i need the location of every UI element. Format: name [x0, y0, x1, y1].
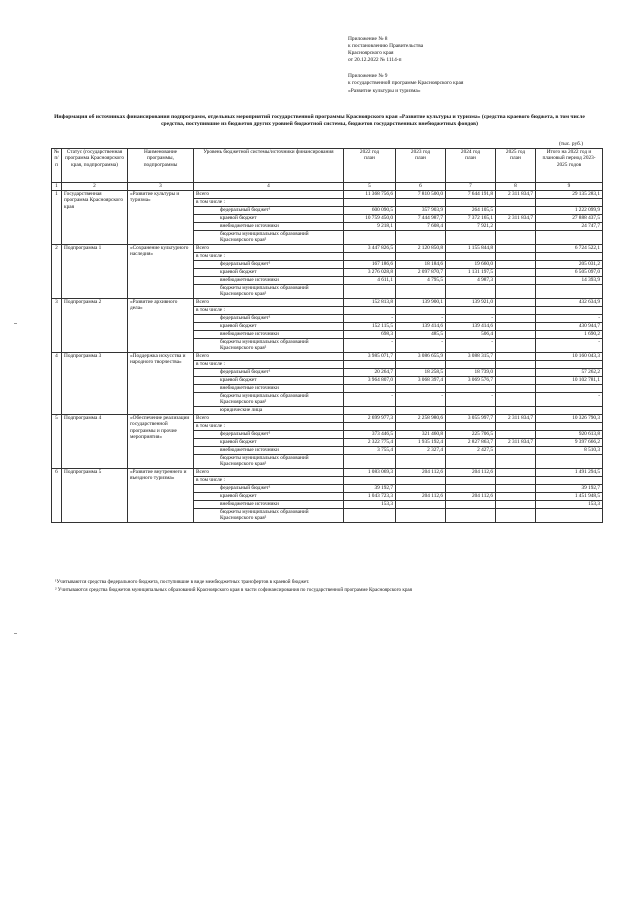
row-number: 2: [52, 245, 62, 299]
header-line: к постановлению Правительства: [348, 43, 424, 50]
amount-cell: [496, 407, 536, 415]
amount-cell: [396, 199, 446, 207]
funding-source-label: в том числе :: [194, 253, 344, 261]
amount-cell: -: [446, 339, 496, 353]
amount-cell: 7 372 165,1: [446, 215, 496, 223]
table-row: [52, 353, 603, 361]
amount-cell: [536, 361, 603, 369]
amount-cell: 2 097 870,7: [396, 269, 446, 277]
amount-cell: 3 086 655,9: [396, 353, 446, 361]
unit-label: (тыс. руб.): [559, 141, 583, 147]
amount-cell: [496, 393, 536, 407]
amount-cell: [496, 493, 536, 501]
amount-cell: -: [396, 339, 446, 353]
col-index: 7: [446, 183, 496, 191]
amount-cell: 153,3: [344, 501, 396, 509]
amount-cell: [496, 245, 536, 253]
amount-cell: [396, 385, 446, 393]
funding-source-label: бюджеты муниципальных образований Красноярского края²: [194, 455, 344, 469]
funding-source-label: внебюджетные источники: [194, 447, 344, 455]
table-row: [52, 469, 603, 477]
col-index: 4: [194, 183, 344, 191]
amount-cell: [536, 285, 603, 299]
amount-cell: -: [446, 315, 496, 323]
amount-cell: 3 069 576,7: [446, 377, 496, 385]
amount-cell: 204 112,6: [446, 469, 496, 477]
amount-cell: 29 135 283,1: [536, 191, 603, 199]
amount-cell: [344, 423, 396, 431]
row-number: 1: [52, 191, 62, 245]
footnote-2: ² Учитываются средства бюджетов муниципальных образований Красноярского края в части софинансирования по государственной программе Красноярского края: [55, 587, 412, 593]
amount-cell: 152 813,8: [344, 299, 396, 307]
funding-source-label: бюджеты муниципальных образований Красноярского края²: [194, 393, 344, 407]
amount-cell: [536, 307, 603, 315]
amount-cell: 2 699 977,3: [344, 415, 396, 423]
header-line: Красноярского края: [348, 50, 394, 57]
amount-cell: [496, 315, 536, 323]
col-header-status: Статус (государственная программа Красноярского края, подпрограмма): [62, 149, 128, 183]
amount-cell: 321 460,8: [396, 431, 446, 439]
col-header-level: Уровень бюджетной системы/источники финансирования: [194, 149, 344, 183]
amount-cell: 139 414,6: [446, 323, 496, 331]
funding-source-label: в том числе :: [194, 361, 344, 369]
funding-source-label: краевой бюджет: [194, 493, 344, 501]
amount-cell: 6 724 522,1: [536, 245, 603, 253]
col-index: 8: [496, 183, 536, 191]
amount-cell: 2 120 850,8: [396, 245, 446, 253]
row-status: Подпрограмма 2: [62, 299, 128, 353]
financing-table: [51, 148, 603, 523]
year-label: 2022 год: [359, 149, 380, 155]
amount-cell: -: [396, 315, 446, 323]
funding-source-label: бюджеты муниципальных образований Красноярского края²: [194, 509, 344, 523]
header-line: «Развитие культуры и туризма»: [348, 87, 421, 94]
amount-cell: 1 155 844,8: [446, 245, 496, 253]
funding-source-label: федеральный бюджет¹: [194, 207, 344, 215]
amount-cell: -: [344, 393, 396, 407]
amount-cell: [396, 501, 446, 509]
amount-cell: [344, 509, 396, 523]
amount-cell: [344, 231, 396, 245]
amount-cell: 7 810 500,0: [396, 191, 446, 199]
funding-source-label: в том числе :: [194, 307, 344, 315]
amount-cell: 57 262,2: [536, 369, 603, 377]
amount-cell: -: [536, 393, 603, 407]
amount-cell: [536, 407, 603, 415]
col-index: 1: [52, 183, 62, 191]
amount-cell: 20 264,7: [344, 369, 396, 377]
amount-cell: [496, 253, 536, 261]
row-program-name: «Обеспечение реализации государственной программы и прочие мероприятия»: [128, 415, 194, 469]
amount-cell: [396, 253, 446, 261]
funding-source-label: бюджеты муниципальных образований Красноярского края²: [194, 231, 344, 245]
amount-cell: [446, 477, 496, 485]
amount-cell: 7 444 987,7: [396, 215, 446, 223]
amount-cell: 3 276 028,8: [344, 269, 396, 277]
amount-cell: [496, 277, 536, 285]
row-number: 3: [52, 299, 62, 353]
amount-cell: [344, 477, 396, 485]
header-line: к государственной программе Красноярского края: [348, 80, 464, 87]
amount-cell: 4 611,1: [344, 277, 396, 285]
row-number: 6: [52, 469, 62, 523]
funding-source-label: внебюджетные источники: [194, 277, 344, 285]
amount-cell: 1 131 197,5: [446, 269, 496, 277]
row-program-name: «Развитие архивного дела»: [128, 299, 194, 353]
amount-cell: [446, 285, 496, 299]
amount-cell: [496, 455, 536, 469]
funding-source-label: Всего: [194, 469, 344, 477]
amount-cell: 3 964 807,0: [344, 377, 396, 385]
amount-cell: [344, 455, 396, 469]
amount-cell: [496, 207, 536, 215]
scan-mark: [14, 323, 17, 324]
table-body: [52, 191, 603, 523]
amount-cell: [496, 199, 536, 207]
header-line: Приложение № 9: [348, 73, 388, 80]
amount-cell: 1 451 948,5: [536, 493, 603, 501]
amount-cell: 3 985 071,7: [344, 353, 396, 361]
amount-cell: [396, 423, 446, 431]
amount-cell: [446, 407, 496, 415]
funding-source-label: краевой бюджет: [194, 377, 344, 385]
amount-cell: [496, 299, 536, 307]
funding-source-label: юридические лица: [194, 407, 344, 415]
amount-cell: 6 505 097,0: [536, 269, 603, 277]
amount-cell: [446, 385, 496, 393]
amount-cell: 1 083 069,3: [344, 469, 396, 477]
col-index: 6: [396, 183, 446, 191]
amount-cell: [396, 285, 446, 299]
amount-cell: -: [446, 393, 496, 407]
amount-cell: [536, 385, 603, 393]
amount-cell: 18 739,0: [446, 369, 496, 377]
amount-cell: [396, 231, 446, 245]
col-index: 2: [62, 183, 128, 191]
amount-cell: 153,3: [536, 501, 603, 509]
amount-cell: [344, 407, 396, 415]
amount-cell: [496, 231, 536, 245]
amount-cell: 4 987,3: [446, 277, 496, 285]
amount-cell: 430 944,7: [536, 323, 603, 331]
col-header-total: Итого на 2022 год и плановый период 2023-2025 годов: [536, 149, 603, 183]
amount-cell: [496, 501, 536, 509]
header-line: Приложение № 8: [348, 36, 388, 42]
funding-source-label: бюджеты муниципальных образований Красноярского края²: [194, 339, 344, 353]
year-label: 2024 год: [460, 149, 481, 155]
amount-cell: 11 368 756,6: [344, 191, 396, 199]
funding-source-label: федеральный бюджет¹: [194, 431, 344, 439]
amount-cell: [396, 307, 446, 315]
amount-cell: 1 043 723,3: [344, 493, 396, 501]
row-program-name: «Развитие культуры и туризма»: [128, 191, 194, 245]
amount-cell: 204 112,6: [446, 493, 496, 501]
amount-cell: 2 311 834,7: [496, 215, 536, 223]
col-index: 5: [344, 183, 396, 191]
plan-label: план: [415, 155, 426, 162]
funding-source-label: краевой бюджет: [194, 269, 344, 277]
amount-cell: 1 222 099,9: [536, 207, 603, 215]
funding-source-label: Всего: [194, 245, 344, 253]
amount-cell: [396, 455, 446, 469]
amount-cell: [496, 223, 536, 231]
amount-cell: 2 327,4: [396, 447, 446, 455]
table-row: [52, 245, 603, 253]
funding-source-label: федеральный бюджет¹: [194, 485, 344, 493]
amount-cell: [496, 323, 536, 331]
amount-cell: 10 160 043,3: [536, 353, 603, 361]
funding-source-label: федеральный бюджет¹: [194, 315, 344, 323]
amount-cell: [496, 423, 536, 431]
amount-cell: 2 322 775,4: [344, 439, 396, 447]
year-label: 2025 год: [505, 149, 526, 155]
col-header-number: № п/п: [52, 149, 62, 183]
amount-cell: 2 311 834,7: [496, 191, 536, 199]
amount-cell: 10 759 450,0: [344, 215, 396, 223]
amount-cell: 27 888 437,5: [536, 215, 603, 223]
amount-cell: [496, 307, 536, 315]
amount-cell: -: [344, 315, 396, 323]
amount-cell: 264 105,5: [446, 207, 496, 215]
amount-cell: 7 644 191,8: [446, 191, 496, 199]
amount-cell: 205 031,2: [536, 261, 603, 269]
amount-cell: [396, 485, 446, 493]
amount-cell: 139 921,0: [446, 299, 496, 307]
amount-cell: 3 055 997,7: [446, 415, 496, 423]
amount-cell: [496, 477, 536, 485]
amount-cell: 1 491 294,5: [536, 469, 603, 477]
amount-cell: [344, 307, 396, 315]
amount-cell: [344, 385, 396, 393]
amount-cell: [396, 477, 446, 485]
row-program-name: «Поддержка искусства и народного творчества»: [128, 353, 194, 415]
year-label: 2023 год: [410, 149, 431, 155]
funding-source-label: внебюджетные источники: [194, 385, 344, 393]
row-program-name: «Сохранение культурного наследия»: [128, 245, 194, 299]
funding-source-label: краевой бюджет: [194, 323, 344, 331]
row-number: 5: [52, 415, 62, 469]
amount-cell: [344, 361, 396, 369]
amount-cell: 2 311 834,7: [496, 439, 536, 447]
amount-cell: 506,4: [446, 331, 496, 339]
funding-source-label: внебюджетные источники: [194, 331, 344, 339]
col-header-2023: [396, 149, 446, 183]
amount-cell: [536, 199, 603, 207]
amount-cell: 24 747,7: [536, 223, 603, 231]
amount-cell: [536, 423, 603, 431]
amount-cell: [446, 231, 496, 245]
amount-cell: [344, 285, 396, 299]
amount-cell: [446, 501, 496, 509]
amount-cell: [496, 369, 536, 377]
col-header-2024: [446, 149, 496, 183]
amount-cell: [446, 361, 496, 369]
plan-label: план: [364, 155, 375, 162]
funding-source-label: внебюджетные источники: [194, 501, 344, 509]
funding-source-label: федеральный бюджет¹: [194, 261, 344, 269]
amount-cell: 225 706,5: [446, 431, 496, 439]
amount-cell: [446, 253, 496, 261]
funding-source-label: Всего: [194, 191, 344, 199]
table-row: [52, 299, 603, 307]
amount-cell: [446, 423, 496, 431]
amount-cell: 2 427,5: [446, 447, 496, 455]
amount-cell: [496, 469, 536, 477]
amount-cell: [496, 339, 536, 353]
amount-cell: 204 112,6: [396, 469, 446, 477]
funding-source-label: федеральный бюджет¹: [194, 369, 344, 377]
amount-cell: [344, 199, 396, 207]
row-program-name: «Развитие внутреннего и въездного туризма»: [128, 469, 194, 523]
amount-cell: 9 218,1: [344, 223, 396, 231]
amount-cell: [496, 509, 536, 523]
amount-cell: 4 795,5: [396, 277, 446, 285]
row-status: Подпрограмма 1: [62, 245, 128, 299]
col-index: 9: [536, 183, 603, 191]
amount-cell: 600 090,5: [344, 207, 396, 215]
amount-cell: [496, 285, 536, 299]
amount-cell: 10 326 790,3: [536, 415, 603, 423]
amount-cell: [396, 509, 446, 523]
footnote-1: ¹Учитываются средства федерального бюджета, поступившие в виде межбюджетных трансфертов в краевой бюджет.: [55, 579, 310, 585]
amount-cell: [496, 261, 536, 269]
amount-cell: 1 690,2: [536, 331, 603, 339]
amount-cell: 139 900,1: [396, 299, 446, 307]
amount-cell: [496, 331, 536, 339]
amount-cell: 152 115,5: [344, 323, 396, 331]
amount-cell: [536, 253, 603, 261]
col-header-2025: [496, 149, 536, 183]
amount-cell: [496, 447, 536, 455]
amount-cell: -: [536, 339, 603, 353]
col-index: 3: [128, 183, 194, 191]
funding-source-label: Всего: [194, 299, 344, 307]
funding-source-label: краевой бюджет: [194, 439, 344, 447]
amount-cell: 2 258 980,6: [396, 415, 446, 423]
amount-cell: [496, 361, 536, 369]
amount-cell: [536, 509, 603, 523]
amount-cell: [344, 253, 396, 261]
amount-cell: 432 634,9: [536, 299, 603, 307]
col-header-name: Наименование программы, подпрограммы: [128, 149, 194, 183]
amount-cell: [536, 231, 603, 245]
funding-source-label: внебюджетные источники: [194, 223, 344, 231]
amount-cell: -: [344, 339, 396, 353]
amount-cell: 8 510,3: [536, 447, 603, 455]
funding-source-label: бюджеты муниципальных образований Красноярского края²: [194, 285, 344, 299]
row-status: Подпрограмма 4: [62, 415, 128, 469]
plan-label: план: [465, 155, 476, 162]
amount-cell: 139 414,6: [396, 323, 446, 331]
amount-cell: 698,3: [344, 331, 396, 339]
amount-cell: -: [536, 315, 603, 323]
amount-cell: [446, 485, 496, 493]
amount-cell: 39 192,7: [344, 485, 396, 493]
amount-cell: 10 102 781,1: [536, 377, 603, 385]
plan-label: план: [510, 155, 521, 162]
amount-cell: [446, 307, 496, 315]
amount-cell: [496, 485, 536, 493]
amount-cell: [446, 455, 496, 469]
row-number: 4: [52, 353, 62, 415]
amount-cell: 2 827 863,7: [446, 439, 496, 447]
funding-source-label: в том числе :: [194, 423, 344, 431]
amount-cell: [496, 377, 536, 385]
header-line: от 20.12.2022 № 1114-п: [348, 57, 402, 64]
row-status: Подпрограмма 3: [62, 353, 128, 415]
table-row: [52, 415, 603, 423]
amount-cell: 167 186,6: [344, 261, 396, 269]
amount-cell: [496, 385, 536, 393]
amount-cell: 3 088 315,7: [446, 353, 496, 361]
row-status: Государственная программа Красноярского края: [62, 191, 128, 245]
amount-cell: 3 755,4: [344, 447, 396, 455]
amount-cell: 373 446,5: [344, 431, 396, 439]
amount-cell: [396, 407, 446, 415]
funding-source-label: в том числе :: [194, 199, 344, 207]
appendix-header: [348, 36, 463, 95]
document-title: Информация об источниках финансирования подпрограмм, отдельных мероприятий государственной программы Красноярского края «Развитие культуры и туризма» (средства краевого бюджета, в том числе средства, поступившие из бюджетов других уровней бюджетной системы, бюджетов государственных внебюджетных фондов): [54, 114, 585, 128]
row-status: Подпрограмма 5: [62, 469, 128, 523]
amount-cell: [396, 361, 446, 369]
amount-cell: [496, 431, 536, 439]
amount-cell: 485,5: [396, 331, 446, 339]
col-header-2022: [344, 149, 396, 183]
amount-cell: 7 608,4: [396, 223, 446, 231]
amount-cell: [496, 353, 536, 361]
amount-cell: 9 397 666,2: [536, 439, 603, 447]
amount-cell: 2 311 834,7: [496, 415, 536, 423]
amount-cell: -: [396, 393, 446, 407]
funding-source-label: Всего: [194, 415, 344, 423]
amount-cell: 18 184,6: [396, 261, 446, 269]
amount-cell: 1 935 192,4: [396, 439, 446, 447]
amount-cell: 19 660,0: [446, 261, 496, 269]
scan-mark: [14, 633, 17, 634]
amount-cell: [536, 455, 603, 469]
amount-cell: 920 613,8: [536, 431, 603, 439]
amount-cell: [446, 199, 496, 207]
amount-cell: 18 258,5: [396, 369, 446, 377]
amount-cell: 3 068 397,4: [396, 377, 446, 385]
amount-cell: 357 903,9: [396, 207, 446, 215]
amount-cell: 3 447 826,5: [344, 245, 396, 253]
table-row: [52, 191, 603, 199]
amount-cell: [496, 269, 536, 277]
amount-cell: 14 393,9: [536, 277, 603, 285]
amount-cell: [536, 477, 603, 485]
funding-source-label: Всего: [194, 353, 344, 361]
amount-cell: [446, 509, 496, 523]
amount-cell: 39 192,7: [536, 485, 603, 493]
amount-cell: 7 921,2: [446, 223, 496, 231]
amount-cell: 204 112,6: [396, 493, 446, 501]
funding-source-label: в том числе :: [194, 477, 344, 485]
funding-source-label: краевой бюджет: [194, 215, 344, 223]
